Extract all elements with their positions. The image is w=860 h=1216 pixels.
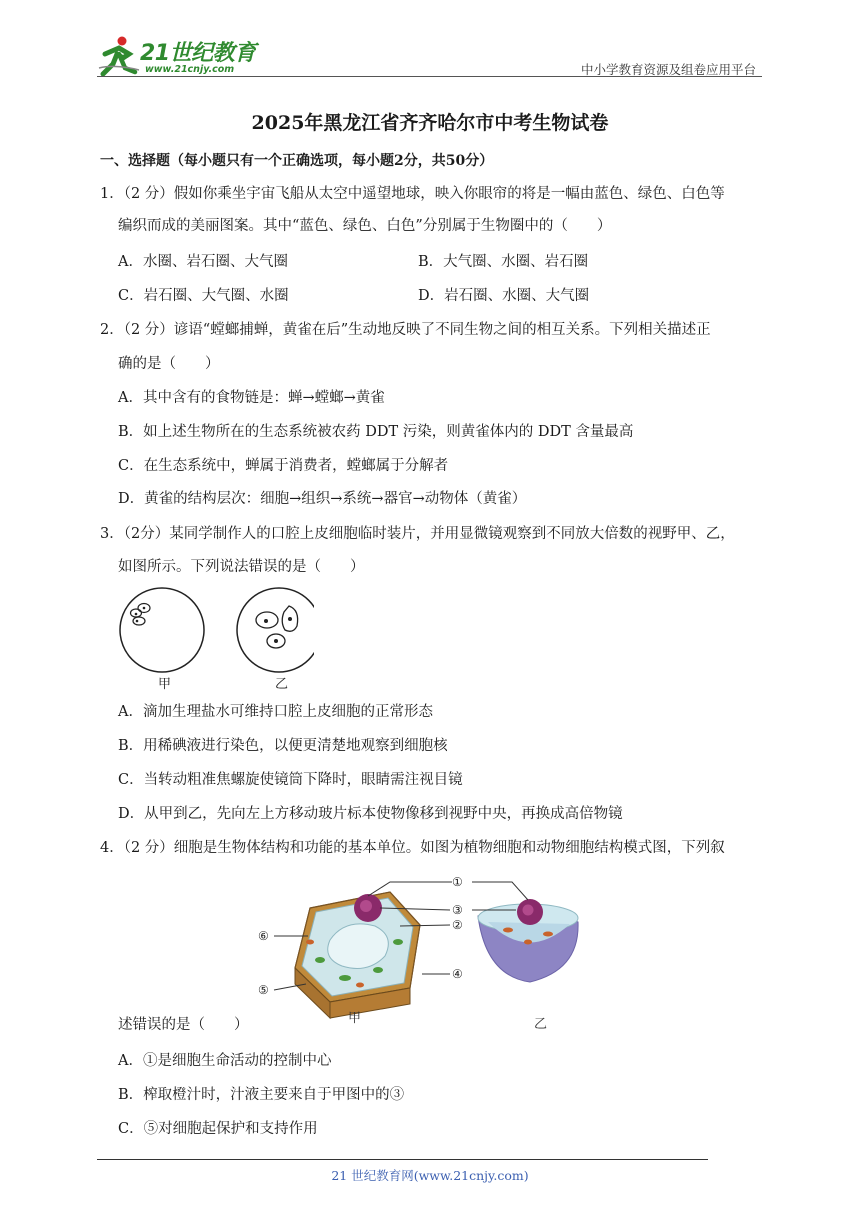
q1-stem-line1: 1．（2 分）假如你乘坐宇宙飞船从太空中遥望地球，映入你眼帘的将是一幅由蓝色、绿色、白色等 bbox=[100, 186, 725, 202]
q3-stem-line2: 如图所示。下列说法错误的是（ ） bbox=[118, 559, 365, 575]
cell-label-1: ① bbox=[452, 875, 463, 889]
q3-option-b: B．用稀碘液进行染色，以便更清楚地观察到细胞核 bbox=[118, 738, 448, 754]
runner-logo-icon bbox=[95, 34, 143, 78]
cell-label-4: ④ bbox=[452, 967, 463, 981]
q1-option-b: B．大气圈、水圈、岩石圈 bbox=[418, 254, 589, 270]
header-divider bbox=[97, 76, 762, 77]
q3-option-d: D．从甲到乙，先向左上方移动玻片标本使物像移到视野中央，再换成高倍物镜 bbox=[118, 806, 623, 822]
cell-label-2: ② bbox=[452, 918, 463, 932]
logo bbox=[95, 34, 265, 78]
q2-stem-line1: 2．（2 分）谚语“螳螂捕蝉，黄雀在后”生动地反映了不同生物之间的相互关系。下列相关描述正 bbox=[100, 322, 711, 338]
q2-option-d: D．黄雀的结构层次：细胞→组织→系统→器官→动物体（黄雀） bbox=[118, 491, 527, 507]
footer-text: 21 世纪教育网(www.21cnjy.com) bbox=[331, 1168, 529, 1183]
platform-name: 中小学教育资源及组卷应用平台 bbox=[580, 62, 756, 77]
q4-stem-line2: 述错误的是（ ） bbox=[118, 1017, 249, 1033]
footer-divider bbox=[97, 1159, 708, 1160]
q1-option-a: A．水圈、岩石圈、大气圈 bbox=[118, 254, 288, 270]
q1-option-d: D．岩石圈、水圈、大气圈 bbox=[418, 288, 590, 304]
field-jia-label: 甲 bbox=[158, 677, 172, 692]
q2-option-c: C．在生态系统中，蝉属于消费者，螳螂属于分解者 bbox=[118, 458, 449, 474]
q3-option-a: A．滴加生理盐水可维持口腔上皮细胞的正常形态 bbox=[118, 704, 433, 720]
q4-stem-line1: 4．（2 分）细胞是生物体结构和功能的基本单位。如图为植物细胞和动物细胞结构模式图，下列叙 bbox=[100, 840, 725, 856]
q3-option-c: C．当转动粗准焦螺旋使镜筒下降时，眼睛需注视目镜 bbox=[118, 772, 463, 788]
q2-option-b: B．如上述生物所在的生态系统被农药 DDT 污染，则黄雀体内的 DDT 含量最高 bbox=[118, 424, 634, 440]
cell-label-3: ③ bbox=[452, 903, 463, 917]
q2-stem-line2: 确的是（ ） bbox=[118, 356, 220, 372]
field-yi-label: 乙 bbox=[275, 677, 289, 692]
cell-label-5: ⑤ bbox=[258, 983, 269, 997]
q2-option-a: A．其中含有的食物链是：蝉→螳螂→黄雀 bbox=[118, 390, 385, 406]
q3-stem-line1: 3．（2分）某同学制作人的口腔上皮细胞临时装片，并用显微镜观察到不同放大倍数的视野甲、乙， bbox=[100, 526, 735, 542]
q1-option-c: C．岩石圈、大气圈、水圈 bbox=[118, 288, 289, 304]
field-jia-circle bbox=[120, 588, 204, 672]
logo-text: 21世纪教育 bbox=[140, 41, 256, 66]
field-yi-circle bbox=[237, 588, 314, 672]
page-title: 2025年黑龙江省齐齐哈尔市中考生物试卷 bbox=[251, 112, 609, 134]
q4-option-a: A．①是细胞生命活动的控制中心 bbox=[118, 1053, 332, 1069]
animal-cell-label: 乙 bbox=[534, 1017, 548, 1030]
q4-option-c: C．⑤对细胞起保护和支持作用 bbox=[118, 1121, 318, 1137]
section-heading: 一、选择题（每小题只有一个正确选项，每小题2分，共50分） bbox=[100, 153, 494, 169]
q1-stem-line2: 编织而成的美丽图案。其中“蓝色、绿色、白色”分别属于生物圈中的（ ） bbox=[118, 218, 612, 234]
microscope-fields-figure bbox=[114, 584, 314, 696]
logo-url: www.21cnjy.com bbox=[145, 64, 235, 75]
q4-option-b: B．榨取橙汁时，汁液主要来自于甲图中的③ bbox=[118, 1087, 405, 1103]
cell-label-6: ⑥ bbox=[258, 929, 269, 943]
cell-structure-figure bbox=[250, 870, 590, 1030]
plant-cell-label: 甲 bbox=[348, 1011, 362, 1026]
